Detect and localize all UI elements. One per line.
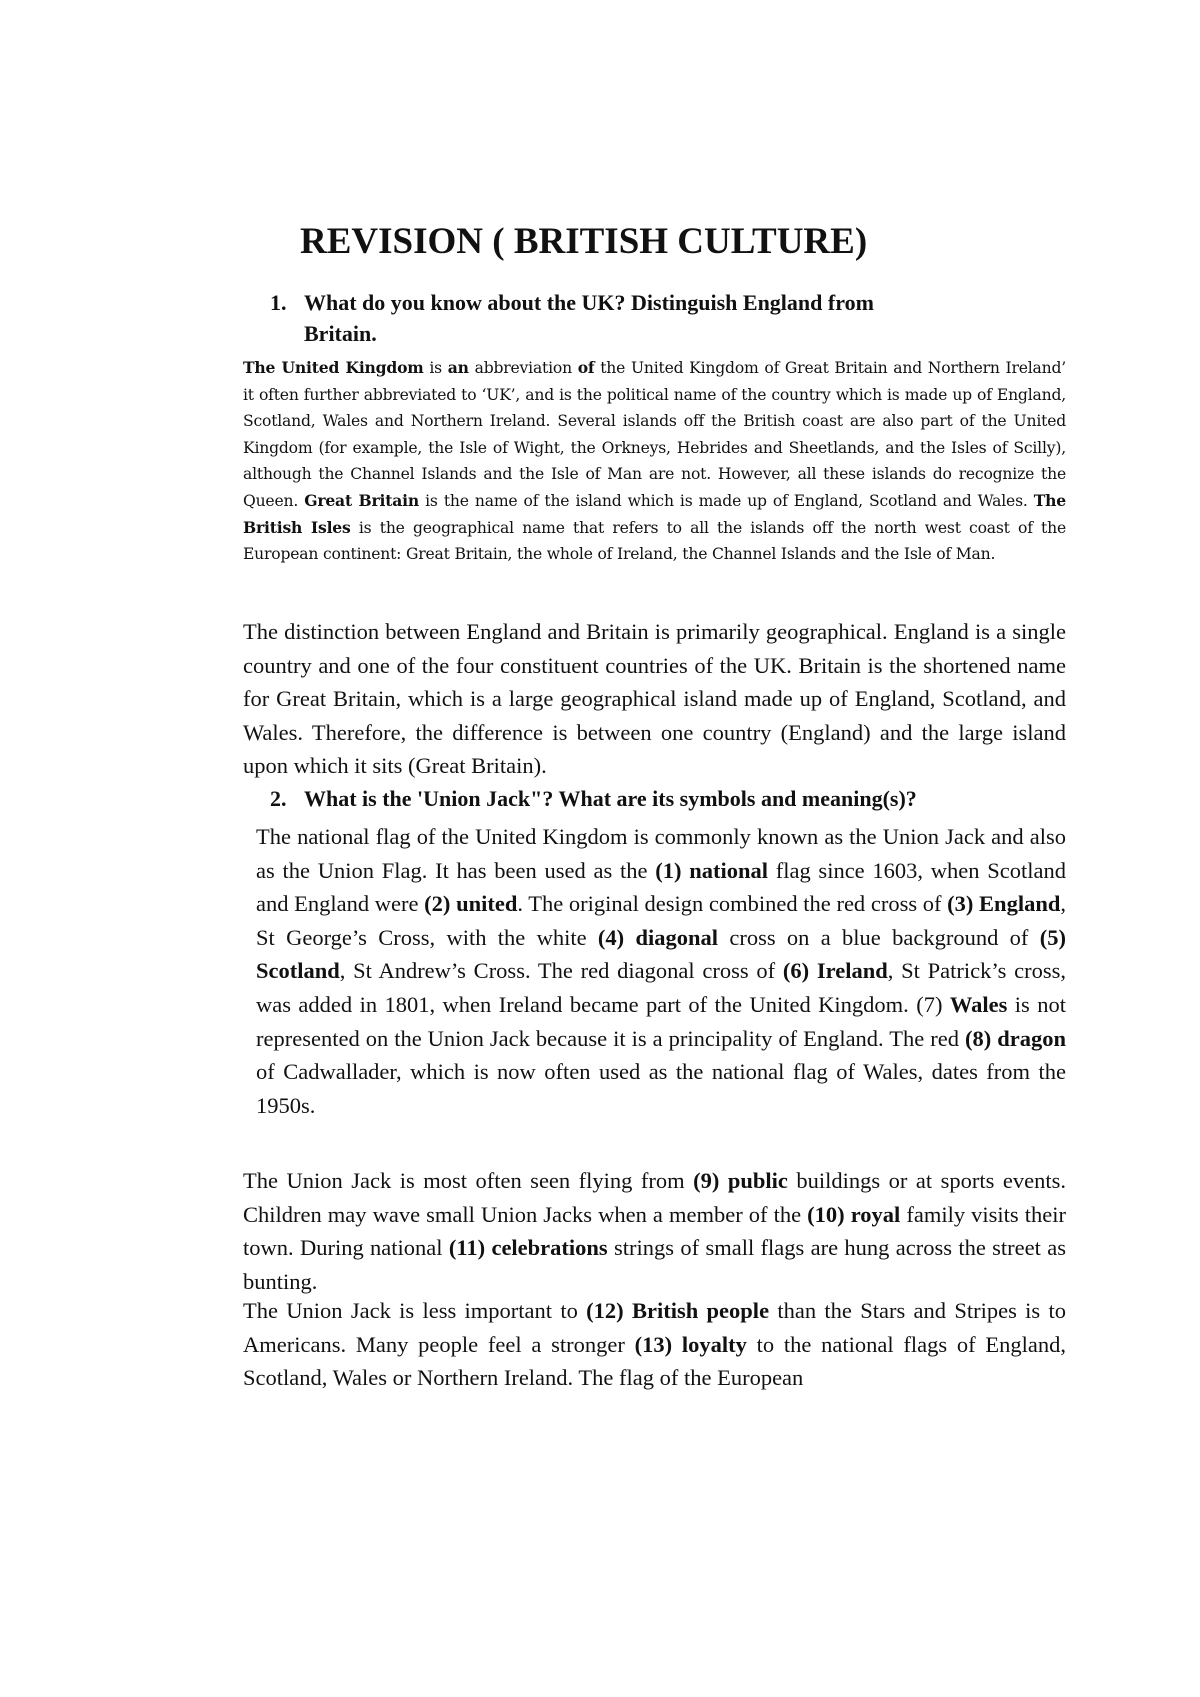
usage-text: family visits their town. During national: [243, 1201, 1066, 1261]
usage-text: The Union Jack is most often seen flying from: [243, 1168, 694, 1193]
flag-text: , St Patrick’s cross, was added in 1801, when Ireland became part of the United Kingdom. (7): [256, 958, 1066, 1017]
usage-answer-9: (9) public: [693, 1168, 788, 1193]
flag-answer-7: Wales: [949, 991, 1008, 1017]
question-1-number: 1.: [270, 290, 287, 315]
answer-1-text: abbreviation: [468, 359, 578, 377]
usage-text: buildings or at sports events. Children may wave small Union Jacks when a member of the: [243, 1168, 1066, 1227]
distinction-paragraph: The distinction between England and Britain is primarily geographical. England is a single country and one of the four constituent countries of the UK. Britain is the shortened name for Great Britain, which is a large geographical island made up of England, Scotland, and Wales. Therefore, the difference is between one country (England) and the large island upon which it sits (Great Britain).: [243, 619, 1066, 779]
importance-answer-13: (13) loyalty: [634, 1331, 747, 1357]
flag-text: cross on a blue background of: [718, 924, 1040, 950]
flag-answer-4: (4) diagonal: [597, 924, 719, 950]
answer-1-text: the United Kingdom of Great Britain and Northern Ireland’ it often further abbreviated to ‘UK’, and is the political name of the country which is made up of England, Scotland, Wales and Northern Ireland. Several islands off the British coast are also part of the United Kingdom (for example, the Isle of Wight, the Orkneys, Hebrides and Sheetlands, and the Isles of Scilly), although the Channel Islands and the Isle of Man are not. However, all these islands do recognize the Queen.: [243, 359, 1067, 510]
importance-text: than the Stars and Stripes is to Americans. Many people feel a stronger: [243, 1298, 1066, 1357]
flag-answer-2: (2) united: [424, 891, 518, 917]
answer-1-text: is the geographical name that refers to all the islands off the north west coast of the European continent: Great Britain, the whole of Ireland, the Channel Islands and the Isle of Man.: [243, 518, 1066, 564]
union-jack-importance-paragraph: [243, 1294, 1066, 1395]
importance-answer-12: (12) British people: [586, 1298, 770, 1323]
flag-text: flag since 1603, when Scotland and England were: [256, 857, 1066, 917]
flag-answer-8: (8) dragon: [965, 1025, 1066, 1051]
flag-text: , St George’s Cross, with the white: [256, 891, 1066, 950]
importance-text: to the national flags of England, Scotland, Wales or Northern Ireland. The flag of the European: [243, 1331, 1066, 1391]
flag-text: The national flag of the United Kingdom is commonly known as the Union Jack and also as the Union Flag. It has been used as the: [256, 824, 1066, 883]
union-jack-paragraph: [256, 820, 1066, 1122]
flag-answer-6: (6) Ireland: [782, 958, 888, 984]
answer-1-term-british-isles: The British Isles: [243, 490, 1066, 537]
importance-text: The Union Jack is less important to: [243, 1298, 587, 1323]
answer-1-term-uk: The United Kingdom: [243, 358, 424, 377]
flag-answer-1: (1) national: [655, 857, 768, 883]
question-2-heading: [270, 783, 1030, 814]
answer-1-bold-an: an: [447, 358, 469, 377]
usage-answer-10: (10) royal: [807, 1201, 901, 1227]
page-title: REVISION ( BRITISH CULTURE): [300, 221, 868, 262]
usage-answer-11: (11) celebrations: [448, 1235, 608, 1261]
flag-text: . The original design combined the red cross of: [517, 891, 948, 917]
flag-answer-5: (5) Scotland: [256, 924, 1066, 984]
question-2-number: 2.: [270, 786, 287, 811]
union-jack-usage-paragraph: [243, 1164, 1066, 1298]
flag-answer-3: (3) England: [947, 891, 1061, 917]
usage-text: strings of small flags are hung across the street as bunting.: [243, 1235, 1066, 1294]
flag-text: of Cadwallader, which is now often used as the national flag of Wales, dates from the 1950s.: [256, 1059, 1066, 1118]
question-1-text-line2: Britain.: [304, 321, 377, 346]
answer-1-bold-of: of: [577, 358, 595, 377]
answer-1-term-great-britain: Great Britain: [304, 490, 420, 510]
answer-1-text: is: [423, 359, 448, 377]
answer-1-text: is the name of the island which is made up of England, Scotland and Wales.: [419, 491, 1034, 510]
flag-text: is not represented on the Union Jack because it is a principality of England. The red: [256, 991, 1066, 1051]
flag-text: , St Andrew’s Cross. The red diagonal cross of: [339, 958, 783, 984]
question-1-heading: [270, 287, 1030, 349]
answer-1-paragraph: [243, 355, 1066, 568]
question-1-text-line1: What do you know about the UK? Distinguish England from: [304, 290, 874, 315]
question-2-text: What is the 'Union Jack"? What are its symbols and meaning(s)?: [304, 786, 917, 811]
